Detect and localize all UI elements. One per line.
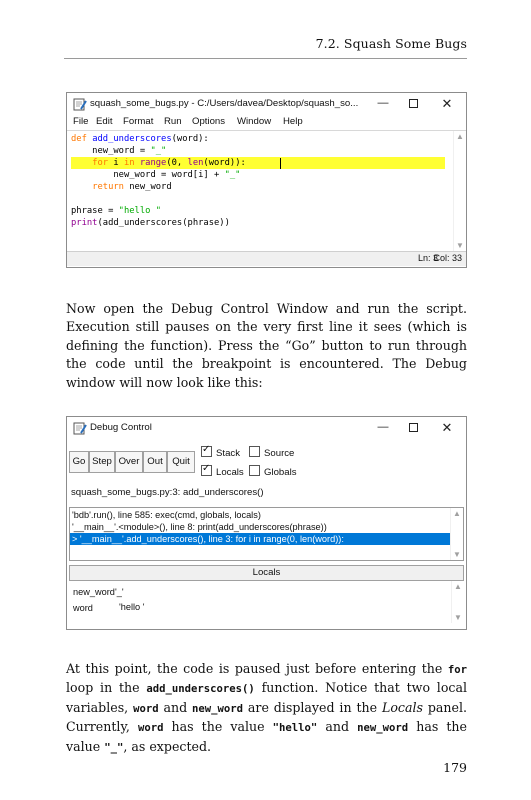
- scroll-down-icon[interactable]: ▼: [454, 613, 462, 622]
- body-paragraph-2: At this point, the code is paused just before entering the for loop in the add_underscores() function. Notice that two local variables, word and new_word are displayed in the Locals panel. Currently, word has the value "hello" and new_word has the value "_", as expected.: [66, 661, 468, 754]
- maximize-button[interactable]: [400, 419, 426, 436]
- maximize-button[interactable]: [400, 95, 426, 112]
- scroll-down-icon[interactable]: ▼: [456, 241, 464, 250]
- source-checkbox[interactable]: [249, 446, 294, 459]
- close-button[interactable]: ✕: [441, 420, 453, 435]
- debug-titlebar: [67, 417, 466, 439]
- checkbox-unchecked-icon: [249, 446, 260, 457]
- stack-listbox[interactable]: [69, 507, 464, 561]
- menu-options[interactable]: Options: [192, 116, 226, 127]
- idle-app-icon: [73, 421, 87, 435]
- checkbox-checked-icon: [201, 446, 212, 457]
- local-name: new_word: [73, 587, 115, 597]
- scroll-up-icon[interactable]: ▲: [456, 132, 464, 141]
- idle-app-icon: [73, 97, 87, 111]
- local-value: 'hello ': [119, 602, 145, 612]
- over-button[interactable]: Over: [115, 451, 143, 473]
- menu-format[interactable]: Format: [123, 116, 154, 127]
- menu-edit[interactable]: Edit: [96, 116, 113, 127]
- page-number: 179: [443, 760, 467, 775]
- debug-toolbar: [67, 439, 466, 483]
- menu-window[interactable]: Window: [237, 116, 272, 127]
- locals-checkbox-label: Locals: [216, 467, 244, 478]
- maximize-icon: [409, 423, 418, 432]
- go-button[interactable]: Go: [69, 451, 89, 473]
- debug-window-title: Debug Control: [90, 422, 152, 433]
- editor-window-title: squash_some_bugs.py - C:/Users/davea/Desktop/squash_so...: [90, 98, 359, 109]
- code-line-4: new_word = word[i] + "_": [71, 170, 241, 180]
- scroll-up-icon[interactable]: ▲: [453, 509, 461, 518]
- debug-status-line: squash_some_bugs.py:3: add_underscores(): [71, 487, 264, 498]
- editor-window: [66, 92, 467, 268]
- editor-statusbar: [67, 251, 466, 266]
- menu-run[interactable]: Run: [164, 116, 182, 127]
- line-indicator: Ln: 3: [417, 253, 438, 263]
- code-line-3: for i in range(0, len(word)):: [92, 158, 246, 168]
- menu-help[interactable]: Help: [283, 116, 303, 127]
- quit-button[interactable]: Quit: [167, 451, 195, 473]
- column-indicator: Col: 33: [433, 253, 462, 263]
- debug-control-window: [66, 416, 467, 630]
- locals-panel-header: Locals: [69, 565, 464, 581]
- scroll-down-icon[interactable]: ▼: [453, 550, 461, 559]
- local-value: '_': [115, 587, 124, 597]
- code-line-5: return new_word: [92, 182, 172, 192]
- stack-item[interactable]: 'bdb'.run(), line 585: exec(cmd, globals, locals): [72, 510, 261, 520]
- editor-scrollbar[interactable]: [453, 131, 466, 251]
- header-rule: [64, 58, 467, 59]
- body-paragraph-1: Now open the Debug Control Window and run the script. Execution still pauses on the very first line it sees (which is defining the function). Press the “Go” button to run through the code until the breakpoint is encountered. The Debug window will now look like this:: [66, 301, 467, 390]
- minimize-button[interactable]: —: [377, 421, 389, 433]
- code-line-8: print(add_underscores(phrase)): [71, 218, 230, 228]
- maximize-icon: [409, 99, 418, 108]
- scroll-up-icon[interactable]: ▲: [454, 582, 462, 591]
- stack-checkbox[interactable]: [201, 446, 240, 459]
- stack-scrollbar[interactable]: [450, 508, 463, 560]
- step-button[interactable]: Step: [89, 451, 115, 473]
- editor-titlebar: [67, 93, 466, 115]
- out-button[interactable]: Out: [143, 451, 167, 473]
- close-button[interactable]: ✕: [441, 96, 453, 111]
- globals-checkbox-label: Globals: [264, 467, 297, 478]
- locals-checkbox[interactable]: [201, 465, 244, 478]
- locals-scrollbar[interactable]: [451, 581, 464, 623]
- code-line-2: new_word = "_": [71, 146, 167, 156]
- code-line-7: phrase = "hello ": [71, 206, 162, 216]
- source-checkbox-label: Source: [264, 448, 295, 459]
- stack-item[interactable]: '__main__'.<module>(), line 8: print(add_underscores(phrase)): [72, 522, 327, 532]
- local-name: word: [73, 603, 93, 613]
- minimize-button[interactable]: —: [377, 97, 389, 109]
- code-line-1: def add_underscores(word):: [71, 134, 209, 144]
- checkbox-checked-icon: [201, 465, 212, 476]
- globals-checkbox[interactable]: [249, 465, 297, 478]
- section-header: 7.2. Squash Some Bugs: [315, 36, 467, 51]
- menu-file[interactable]: File: [73, 116, 89, 127]
- text-cursor: [280, 158, 281, 169]
- code-editor[interactable]: [67, 130, 466, 251]
- locals-panel: [69, 581, 464, 623]
- stack-item-selected[interactable]: > '__main__'.add_underscores(), line 3: for i in range(0, len(word)):: [70, 533, 451, 545]
- menubar: [67, 115, 466, 130]
- checkbox-unchecked-icon: [249, 465, 260, 476]
- stack-checkbox-label: Stack: [216, 448, 240, 459]
